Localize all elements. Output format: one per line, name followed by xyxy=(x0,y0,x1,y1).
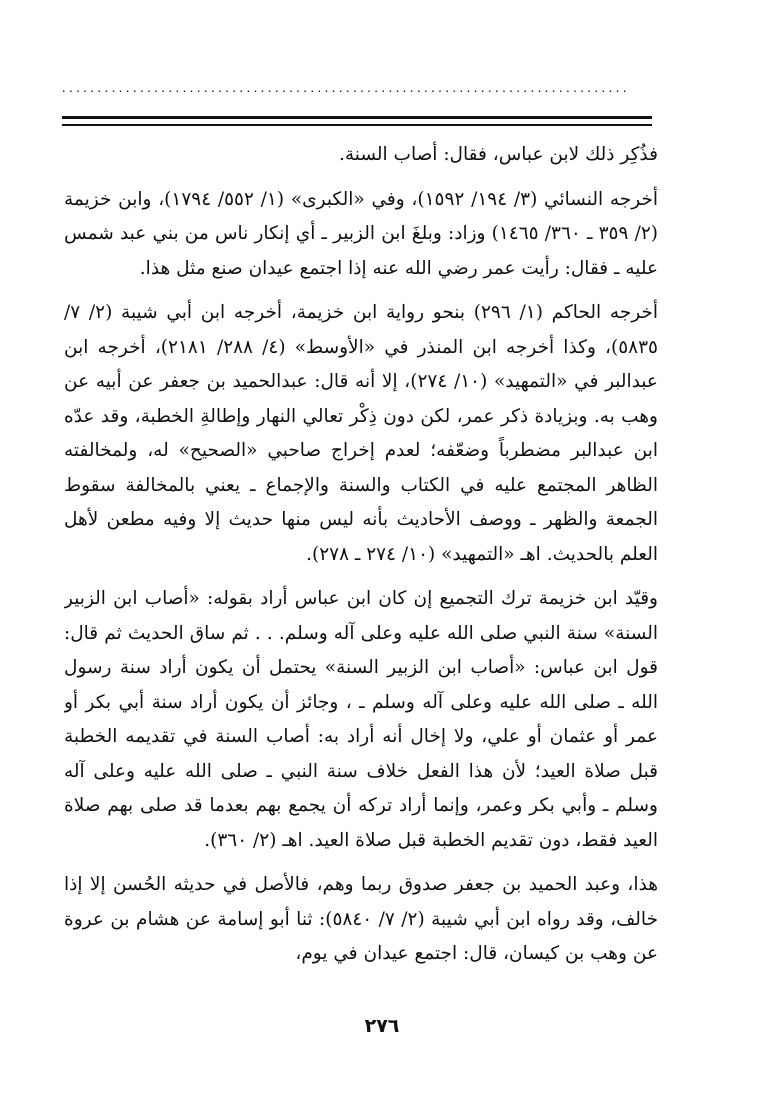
header-rule-thin xyxy=(62,124,652,126)
paragraph-3: أخرجه الحاكم (١/ ٢٩٦) بنحو رواية ابن خزيمة، أخرجه ابن أبي شيبة (٢/ ٧/ ٥٨٣٥)، وكذا أخرجه ابن المنذر في «الأوسط» (٤/ ٢٨٨/ ٢١٨١)، أخرجه ابن عبدالبر في «التمهيد» (١٠/ ٢٧٤)، إلا أنه قال: عبدالحميد بن جعفر عن أبيه عن وهب به. وبزيادة ذكر عمر، لكن دون ذِكْر تعالي النهار وإطالةِ الخطبة، وقد عدّه ابن عبدالبر مضطرباً وضعّفه؛ لعدم إخراج صاحبي «الصحيح» له، ولمخالفته الظاهر المجتمع عليه في الكتاب والسنة والإجماع ـ يعني بالمخالفة سقوط الجمعة والظهر ـ ووصف الأحاديث بأنه ليس منها حديث إلا وفيه مطعن لأهل العلم بالحديث. اهـ «التمهيد» (١٠/ ٢٧٤ ـ ٢٧٨). xyxy=(64,302,658,565)
paragraph-4: وقيّد ابن خزيمة ترك التجميع إن كان ابن عباس أراد بقوله: «أصاب ابن الزبير السنة» سنة النبي صلى الله عليه وعلى آله وسلم. . . ثم ساق الحديث ثم قال: قول ابن عباس: «أصاب ابن الزبير السنة» يحتمل أن يكون أراد سنة رسول الله ـ صلى الله عليه وعلى آله وسلم ـ ، وجائز أن يكون أراد سنة أبي بكر أو عمر أو عثمان أو علي، ولا إخال أنه أراد به: أصاب السنة في تقديمه الخطبة قبل صلاة العيد؛ لأن هذا الفعل خلاف سنة النبي ـ صلى الله عليه وعلى آله وسلم ـ وأبي بكر وعمر، وإنما أراد تركه أن يجمع بهم بعدما قد صلى بهم صلاة العيد فقط، دون تقديم الخطبة قبل صلاة العيد. اهـ (٢/ ٣٦٠). xyxy=(64,588,658,851)
paragraph-2: أخرجه النسائي (٣/ ١٩٤/ ١٥٩٢)، وفي «الكبرى» (١/ ٥٥٢/ ١٧٩٤)، وابن خزيمة (٢/ ٣٥٩ ـ ٣٦٠/ ١٤٦٥) وزاد: وبلغَ ابن الزبير ـ أي إنكار ناس من بني عبد شمس عليه ـ فقال: رأيت عمر رضي الله عنه إذا اجتمع عيدان صنع مثل هذا. xyxy=(64,188,658,279)
paragraph-5: هذا، وعبد الحميد بن جعفر صدوق ربما وهم، فالأصل في حديثه الحُسن إلا إذا خالف، وقد رواه ابن أبي شيبة (٢/ ٧/ ٥٨٤٠): ثنا أبو إسامة عن هشام بن عروة عن وهب بن كيسان، قال: اجتمع عيدان في يوم، xyxy=(64,874,658,964)
header-rule-thick xyxy=(62,116,652,119)
page-number: ٢٧٦ xyxy=(364,1015,400,1037)
dotted-separator: ................................................................................ xyxy=(62,82,630,96)
paragraph-1: فذُكِر ذلك لابن عباس، فقال: أصاب السنة. xyxy=(339,144,658,165)
footnote-body xyxy=(64,138,658,1008)
